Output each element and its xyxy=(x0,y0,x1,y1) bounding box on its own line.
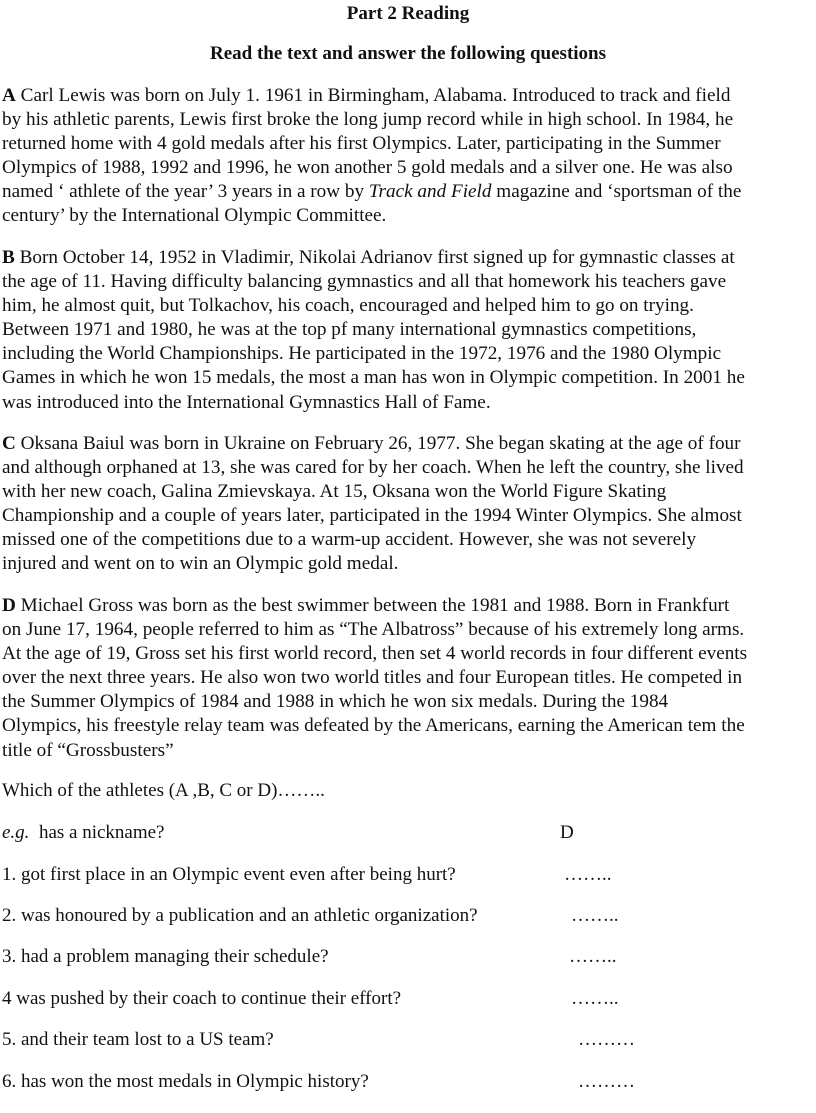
paragraph-b xyxy=(2,246,814,415)
paragraph-text: Born October 14, 1952 in Vladimir, Nikolai Adrianov first signed up for gymnastic classes at xyxy=(19,247,735,268)
paragraph-line: Olympics of 1988, 1992 and 1996, he won another 5 gold medals and a silver one. He was also xyxy=(2,157,733,179)
paragraph-line: Games in which he won 15 medals, the most a man has won in Olympic competition. In 2001 he xyxy=(2,367,745,389)
paragraph-text: Michael Gross was born as the best swimmer between the 1981 and 1988. Born in Frankfurt xyxy=(20,595,730,616)
paragraph-line: returned home with 4 gold medals after his first Olympics. Later, participating in the Summer xyxy=(2,133,721,155)
paragraph-line xyxy=(2,594,814,618)
paragraph-text: named ‘ athlete of the year’ 3 years in a row by xyxy=(2,181,369,203)
paragraph-line: the age of 11. Having difficulty balancing gymnastics and all that homework his teachers gave xyxy=(2,271,727,293)
paragraph-line xyxy=(2,180,814,204)
paragraph-line: by his athletic parents, Lewis first broke the long jump record while in high school. In 1984, he xyxy=(2,109,734,131)
paragraph-line: was introduced into the International Gymnastics Hall of Fame. xyxy=(2,391,491,413)
paragraph-line: him, he almost quit, but Tolkachov, his coach, encouraged and helped him to go on trying. xyxy=(2,295,694,317)
question-item: 5. and their team lost to a US team? xyxy=(2,1029,274,1050)
question-item: 1. got first place in an Olympic event even after being hurt? xyxy=(2,864,456,885)
paragraph-text: magazine and ‘sportsman of the xyxy=(491,181,742,203)
paragraph-letter: A xyxy=(2,85,16,106)
paragraph-line: missed one of the competitions due to a warm-up accident. However, she was not severely xyxy=(2,529,697,551)
answer-blank[interactable]: ……… xyxy=(578,1071,635,1092)
paragraph-a xyxy=(2,84,814,229)
example-text: has a nickname? xyxy=(29,822,165,843)
example-question xyxy=(2,821,165,845)
paragraph-line: Championship and a couple of years later, participated in the 1994 Winter Olympics. She almost xyxy=(2,505,742,527)
question-prompt: Which of the athletes (A ,B, C or D)…….. xyxy=(2,780,325,801)
question-item: 2. was honoured by a publication and an athletic organization? xyxy=(2,905,478,926)
question-item: 4 was pushed by their coach to continue their effort? xyxy=(2,988,402,1009)
paragraph-line: over the next three years. He also won two world titles and four European titles. He competed in xyxy=(2,667,743,689)
answer-blank[interactable]: …….. xyxy=(571,905,619,926)
paragraph-line: At the age of 19, Gross set his first world record, then set 4 world records in four different events xyxy=(2,643,748,665)
paragraph-line: injured and went on to win an Olympic gold medal. xyxy=(2,553,399,575)
part-title: Part 2 Reading xyxy=(346,3,470,24)
answer-blank[interactable]: …….. xyxy=(571,988,619,1009)
example-label: e.g. xyxy=(2,822,30,843)
paragraph-line xyxy=(2,246,814,270)
paragraph-line: Between 1971 and 1980, he was at the top pf many international gymnastics competitions, xyxy=(2,319,697,341)
paragraph-line: Olympics, his freestyle relay team was defeated by the Americans, earning the American tem the xyxy=(2,715,745,737)
paragraph-text: Oksana Baiul was born in Ukraine on February 26, 1977. She began skating at the age of four xyxy=(20,433,741,454)
answer-blank[interactable]: ……… xyxy=(578,1029,635,1050)
instruction-heading: Read the text and answer the following questions xyxy=(209,43,607,64)
paragraph-line: with her new coach, Galina Zmievskaya. At 15, Oksana won the World Figure Skating xyxy=(2,481,667,503)
magazine-title: Track and Field xyxy=(368,181,492,203)
paragraph-line: and although orphaned at 13, she was cared for by her coach. When he left the country, she lived xyxy=(2,457,744,479)
paragraph-letter: B xyxy=(2,247,15,268)
paragraph-line: on June 17, 1964, people referred to him as “The Albatross” because of his extremely long arms. xyxy=(2,619,745,641)
paragraph-line: title of “Grossbusters” xyxy=(2,739,174,761)
paragraph-d xyxy=(2,594,814,763)
paragraph-line: the Summer Olympics of 1984 and 1988 in which he won six medals. During the 1984 xyxy=(2,691,669,713)
paragraph-letter: D xyxy=(2,595,16,616)
paragraph-line: including the World Championships. He participated in the 1972, 1976 and the 1980 Olympic xyxy=(2,343,722,365)
paragraph-letter: C xyxy=(2,433,16,454)
paragraph-line xyxy=(2,432,814,456)
answer-blank[interactable]: …….. xyxy=(569,946,617,967)
question-item: 6. has won the most medals in Olympic history? xyxy=(2,1071,369,1092)
paragraph-line: century’ by the International Olympic Committee. xyxy=(2,205,387,227)
example-answer: D xyxy=(560,822,574,843)
answer-blank[interactable]: …….. xyxy=(564,864,612,885)
paragraph-text: Carl Lewis was born on July 1. 1961 in Birmingham, Alabama. Introduced to track and field xyxy=(20,85,731,106)
paragraph-c xyxy=(2,432,814,577)
question-item: 3. had a problem managing their schedule? xyxy=(2,946,329,967)
paragraph-line xyxy=(2,84,814,108)
